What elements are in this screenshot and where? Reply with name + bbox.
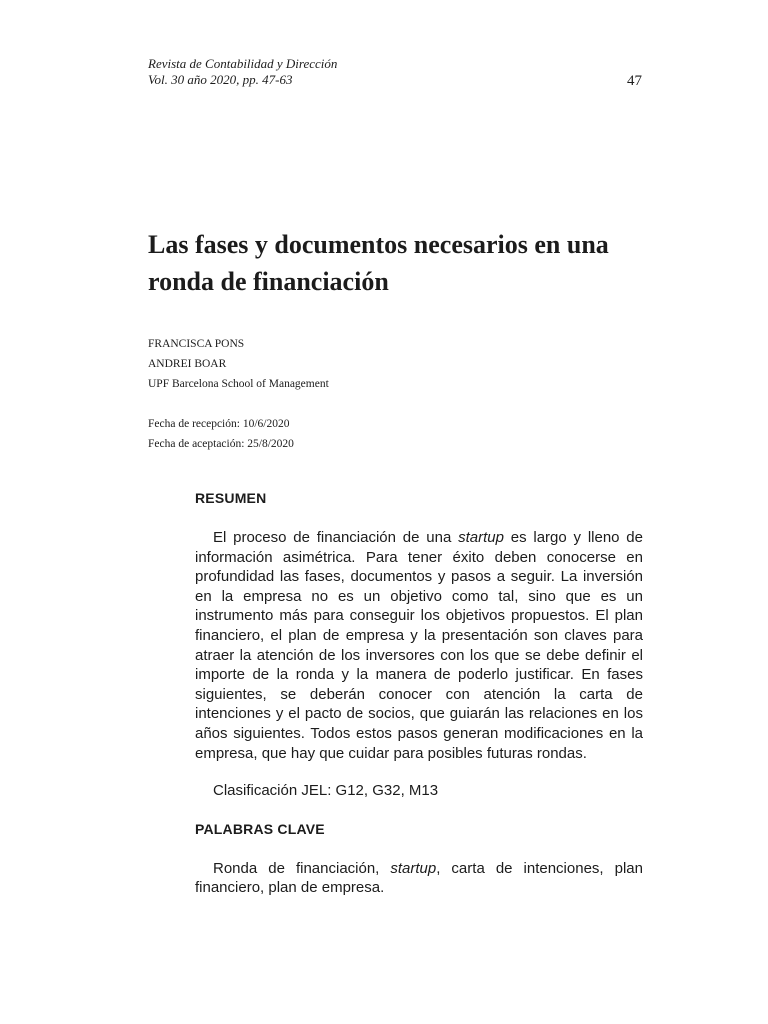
page-number: 47 xyxy=(627,73,642,89)
abstract-section xyxy=(195,488,643,898)
abstract-text-part: El proceso de financiación de una xyxy=(213,529,459,546)
keywords-italic-term: startup xyxy=(390,859,437,877)
received-date: Fecha de recepción: 10/6/2020 xyxy=(148,418,290,430)
accepted-date: Fecha de aceptación: 25/8/2020 xyxy=(148,438,294,450)
abstract-text-part: es largo y lleno de información asimétrica. Para tener éxito deben conocerse en profundidad las fases, documentos y pasos a seguir. La inversión en la empresa no es un objetivo como tal, sino que es un instrumento más para conseguir los objetivos propuestos. El plan financiero, el plan de empresa y la presentación son claves para atraer la atención de los inversores con los que se debe definir el importe de la ronda y la manera de poderlo justificar. En fases siguientes, se deberán conocer con atención la carta de intenciones y el pacto de socios, que guiarán las relaciones en los años siguientes. Todos estos pasos generan modificaciones en la empresa, que hay que cuidar para posibles futuras rondas. xyxy=(195,529,643,762)
abstract-italic-term: startup xyxy=(458,529,504,546)
abstract-heading: RESUMEN xyxy=(195,490,267,506)
journal-name: Revista de Contabilidad y Dirección xyxy=(148,56,338,71)
keywords-text xyxy=(195,859,643,898)
author-affiliation: UPF Barcelona School of Management xyxy=(148,378,329,390)
keywords-heading: PALABRAS CLAVE xyxy=(195,820,325,837)
keywords-text-part: , carta de intenciones, plan financiero, plan de empresa. xyxy=(195,859,643,897)
abstract-text xyxy=(195,528,643,763)
author-name: ANDREI BOAR xyxy=(148,358,227,370)
author-block xyxy=(148,334,329,394)
jel-classification: Clasificación JEL: G12, G32, M13 xyxy=(213,782,439,800)
author-name: FRANCISCA PONS xyxy=(148,338,245,350)
volume-info: Vol. 30 año 2020, pp. 47-63 xyxy=(148,72,293,87)
keywords-text-part: Ronda de financiación, xyxy=(213,859,391,877)
journal-header xyxy=(148,56,337,88)
dates-block xyxy=(148,414,294,454)
article-title: Las fases y documentos necesarios en una ronda de financiación xyxy=(148,230,609,296)
